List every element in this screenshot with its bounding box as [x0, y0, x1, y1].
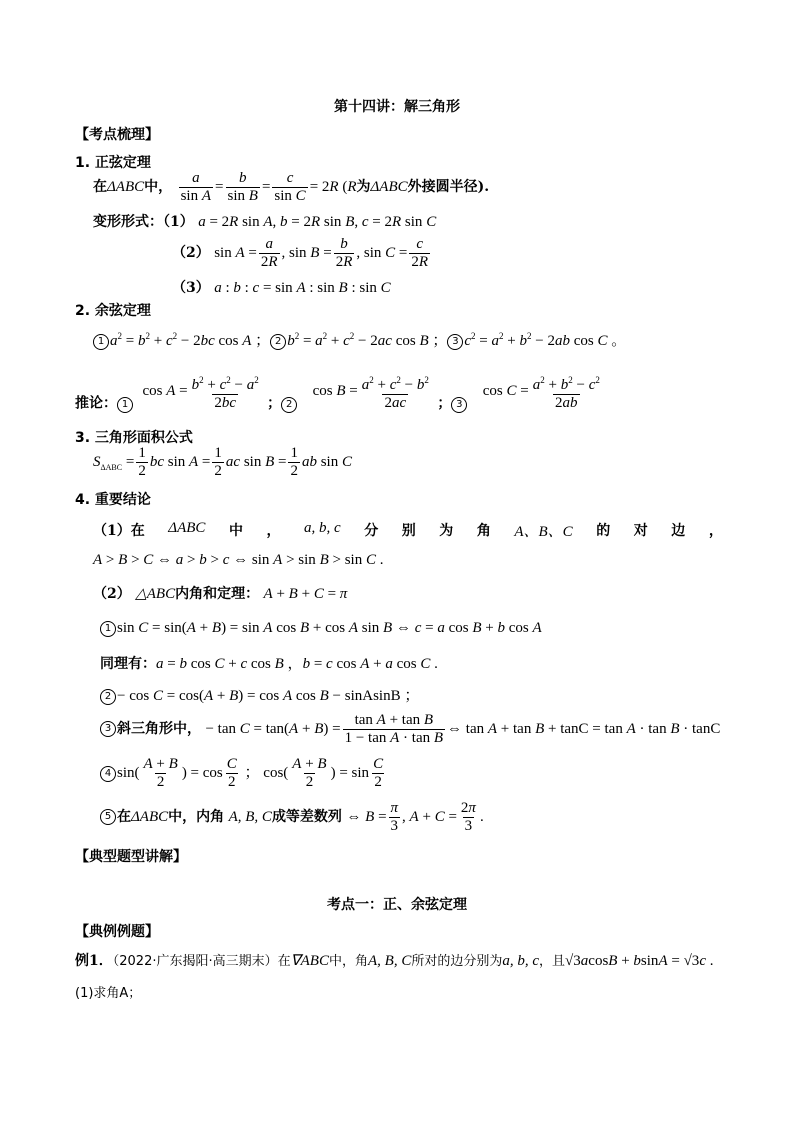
c1-zhong: 中 [228, 523, 243, 539]
cosine-law-formulas: 1 $a^2 = b^2 + c^2 - 2bc$ cos A ； 2 $b^2 = a^2 + c^2 - 2ac$ cos B ； 3 $c^2 = a^2 + b^2 - 2ab$ cos C 。 [93, 329, 626, 350]
deform-3-label: （3） [172, 280, 210, 296]
example-1-text-1: 中，角 [328, 954, 368, 969]
example-1: 例1．（2022·广东揭阳·高三期末）在∇ABC中，角A, B, C所对的边分别为a, b, c，且√3acosB + bsinA = √3c . [75, 953, 714, 969]
c1-comma: ， [266, 523, 281, 539]
conclusion-2-item-2: 2 − cos C = cos(A + B) = cos A cos B − sinAsinB ； [100, 684, 419, 705]
conclusion-2-item-1: 1 sin C = sin(A + B) = sin A cos B + cos A sin B ⇔ c = a cos B + b cos A [100, 620, 542, 637]
conclusion-2-heading: （2） △ABC内角和定理： A + B + C = π [93, 586, 348, 602]
c2-label: （2） [93, 586, 131, 602]
same-label: 同理有： [100, 656, 156, 672]
deform-2-label: （2） [172, 244, 210, 261]
c1-wei: 为 [439, 523, 454, 539]
deform-form-2: （2） sin A = $\frac{a}{2R}$ , sin B = $\frac{b}{2R}$ , sin C = $\frac{c}{2R}$ [172, 236, 429, 270]
example-1-source: （2022·广东揭阳·高三期末）在 [112, 954, 291, 969]
conclusion-1-line-1: （1）在 ΔABC 中 ， a, b, c 分 别 为 角 A、B、C 的 对 边 ， [93, 520, 723, 540]
conclusion-2-same: 同理有：a = b cos C + c cos B ，b = c cos A + a cos C . [100, 656, 438, 672]
example-1-text-2: 所对的边分别为 [411, 954, 503, 969]
c1-dui: 对 [633, 523, 648, 539]
c1-in: （1）在 [93, 523, 145, 539]
triangle-abc: ΔABC [107, 178, 145, 195]
example-1-question-1: (1)求角A； [75, 986, 142, 1001]
example-heading: 【典例例题】 [75, 924, 159, 940]
deform-form-3: （3） a : b : c = sin A : sin B : sin C [172, 280, 391, 296]
page-title: 第十四讲：解三角形 [334, 99, 460, 115]
c2-title: 内角和定理： [175, 586, 260, 602]
sine-law-formula: 在ΔABC中， $\frac{a}{\text{sin A}}$ = $\frac{b}{\text{sin B}}$ = $\frac{c}{\text{sin C}}$ = 2R (R为ΔABC外接圆半径). [93, 170, 490, 204]
deform-label: 变形形式：（1） [93, 214, 194, 230]
cosine-inference: 推论： 1 cos A = $\frac{b^2 + c^2 - a^2}{2bc}$ ； 2 cos B = $\frac{a^2 + c^2 - b^2}{2ac}$ ； 3 cos C = $\frac{a^2 + b^2 - c^2}{2ab}$ [75, 375, 600, 412]
topic-one-title: 考点一：正、余弦定理 [327, 897, 467, 913]
c5-in: 在 [117, 808, 131, 825]
heading-sine-law: 1. 正弦定理 [75, 155, 151, 171]
c1-bie: 别 [401, 523, 416, 539]
c5-arith: 成等差数列 [271, 808, 342, 825]
sine-ratio-equation: $\frac{a}{\text{sin A}}$ = $\frac{b}{\text{sin B}}$ = $\frac{c}{\text{sin C}}$ = 2R [180, 170, 339, 204]
heading-cosine-law: 2. 余弦定理 [75, 303, 151, 319]
c1-comma2: ， [708, 523, 723, 539]
example-1-label: 例1． [75, 953, 113, 969]
c5-angles: 中，内角 [168, 808, 225, 825]
conclusion-2-item-3: 3 斜三角形中， − tan C = tan(A + B) = $\frac{\text{tan A + tan B}}{\text{1 − tan A · tan B}}$ ⇔ tan A + tan B + tanC = tan A · tan B · tanC [100, 712, 720, 747]
conclusion-2-item-4: 4 sin( $\frac{A + B}{2}$ ) = cos $\frac{C}{2}$ ； cos( $\frac{A + B}{2}$ ) = sin $\frac{C}{2}$ [100, 756, 387, 791]
conclusion-1-line-2: A > B > C ⇔ a > b > c ⇔ sin A > sin B > sin C . [93, 552, 384, 568]
area-formula: $S_{\Delta ABC}$ = $\frac{1}{2}$ bc sin A = $\frac{1}{2}$ ac sin B = $\frac{1}{2}$ ab sin C [93, 445, 352, 479]
c1-fen: 分 [364, 523, 379, 539]
heading-important-conclusions: 4. 重要结论 [75, 492, 151, 508]
deform-form-1: 变形形式：（1） a = 2R sin A, b = 2R sin B, c = 2R sin C [93, 214, 437, 230]
section-heading-points: 【考点梳理】 [75, 127, 159, 143]
heading-area-formula: 3. 三角形面积公式 [75, 430, 193, 446]
c1-jiao: 角 [476, 523, 491, 539]
example-1-text-3: ，且 [539, 954, 566, 969]
inference-label: 推论： [75, 395, 117, 412]
c1-de: 的 [596, 523, 611, 539]
note-circumradius: 外接圆半径). [407, 178, 490, 195]
c1-bian: 边 [671, 523, 686, 539]
note-wei: 为 [356, 178, 371, 195]
oblique-label: 斜三角形中， [117, 720, 201, 737]
conclusion-2-item-5: 5 在ΔABC中，内角 A, B, C成等差数列 ⇔ B = $\frac{\pi}{3}$ , A + C = $\frac{2\pi}{3}$ . [100, 800, 484, 835]
text-zhong: 中， [144, 178, 173, 195]
text-in: 在 [93, 178, 107, 195]
section-heading-typical: 【典型题型讲解】 [75, 849, 187, 865]
